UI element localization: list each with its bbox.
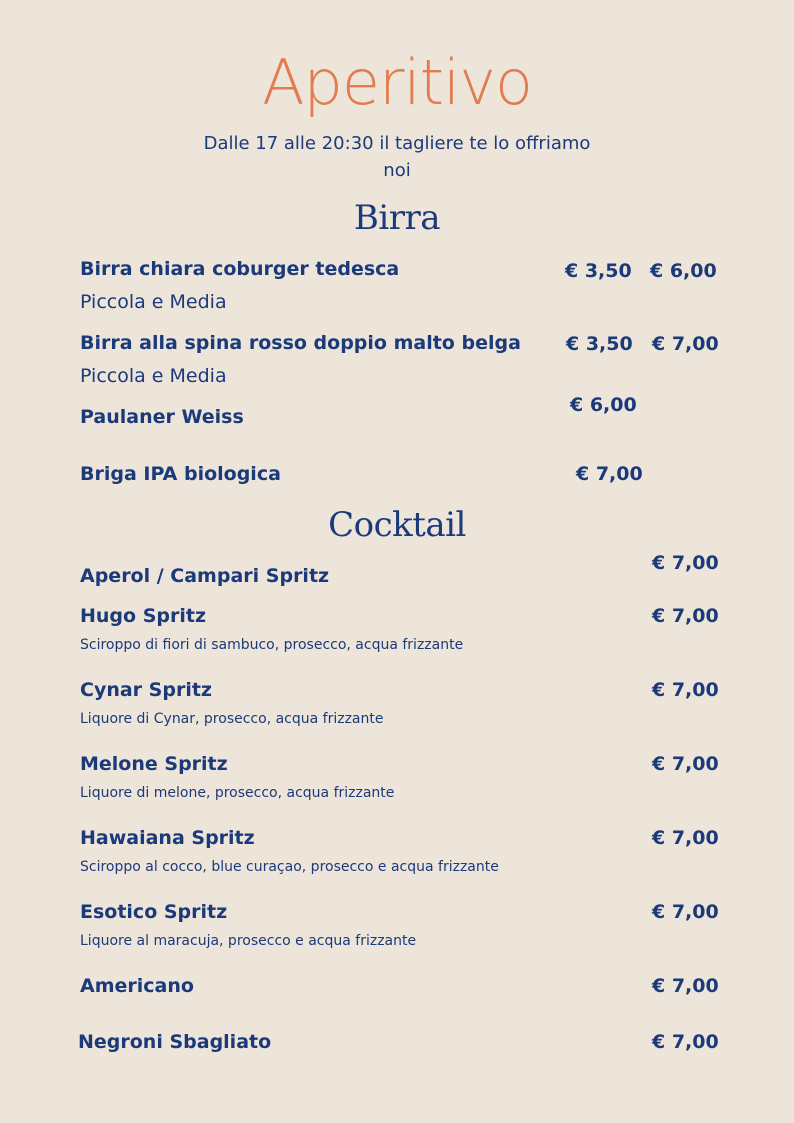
menu-item-name: Hawaiana Spritz: [80, 827, 255, 849]
menu-item-price: € 7,00: [652, 1031, 719, 1053]
menu-item-price: € 3,50: [565, 260, 632, 282]
menu-item-name: Cynar Spritz: [80, 679, 212, 701]
menu-item-name: Negroni Sbagliato: [78, 1031, 272, 1053]
menu-item-desc: Piccola e Media: [80, 365, 227, 387]
menu-item-price: € 7,00: [652, 901, 719, 923]
menu-item-price: € 3,50: [566, 333, 633, 355]
menu-item-price: € 7,00: [652, 552, 719, 574]
menu-item-price: € 6,00: [650, 260, 717, 282]
menu-item-name: Briga IPA biologica: [80, 463, 281, 485]
menu-item-price: € 7,00: [652, 679, 719, 701]
menu-item-price: € 7,00: [652, 753, 719, 775]
page-subtitle: Dalle 17 alle 20:30 il tagliere te lo offriamo noi: [203, 133, 591, 181]
menu-item-price: € 7,00: [576, 463, 643, 485]
page-title: Aperitivo: [262, 46, 532, 119]
menu-item-name: Paulaner Weiss: [80, 406, 244, 428]
menu-item-name: Aperol / Campari Spritz: [80, 565, 330, 587]
menu-item-name: Birra alla spina rosso doppio malto belga: [80, 332, 521, 354]
menu-item-price: € 7,00: [652, 975, 719, 997]
menu-item-price: € 7,00: [652, 827, 719, 849]
menu-item-name: Melone Spritz: [80, 753, 228, 775]
menu-item-desc: Liquore al maracuja, prosecco e acqua frizzante: [80, 933, 417, 949]
menu-item-price: € 7,00: [652, 333, 719, 355]
menu-item-desc: Sciroppo al cocco, blue curaçao, prosecco e acqua frizzante: [80, 859, 499, 875]
menu-item-desc: Liquore di Cynar, prosecco, acqua frizzante: [80, 711, 384, 727]
menu-item-name: Birra chiara coburger tedesca: [80, 258, 400, 280]
menu-item-name: Americano: [80, 975, 194, 997]
menu-item-price: € 6,00: [570, 394, 637, 416]
menu-item-desc: Piccola e Media: [80, 291, 227, 313]
menu-item-desc: Sciroppo di fiori di sambuco, prosecco, acqua frizzante: [80, 637, 464, 653]
section-heading-birra: Birra: [353, 198, 441, 238]
menu-item-desc: Liquore di melone, prosecco, acqua frizzante: [80, 785, 395, 801]
menu-item-price: € 7,00: [652, 605, 719, 627]
section-heading-cocktail: Cocktail: [328, 505, 466, 545]
menu-item-name: Esotico Spritz: [80, 901, 228, 923]
menu-item-name: Hugo Spritz: [80, 605, 207, 627]
